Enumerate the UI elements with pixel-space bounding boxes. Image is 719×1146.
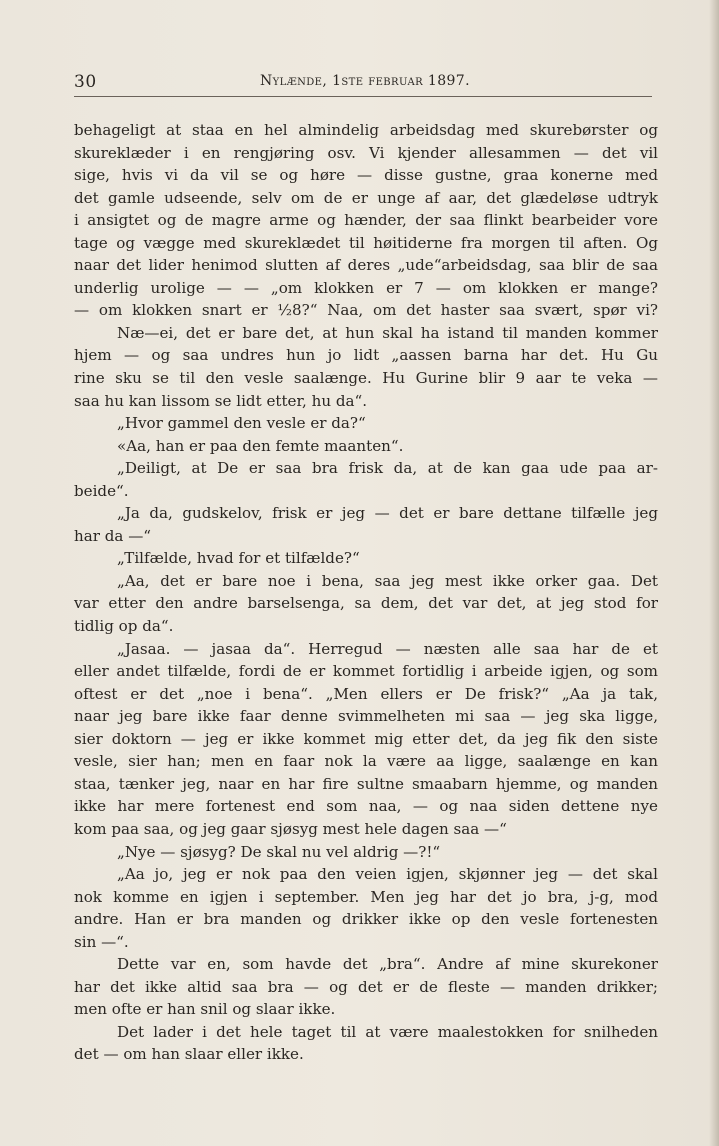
text-line: „Jasaa. — jasaa da“. Herregud — næsten alle saa har de et (117, 639, 658, 658)
text-line: Det lader i det hele taget til at være maalestokken for snilheden (117, 1022, 658, 1041)
text-line: naar jeg bare ikke faar denne svimmelheten mi saa — jeg ska ligge, (74, 707, 658, 726)
text-line: sier doktorn — jeg er ikke kommet mig etter det, da jeg fik den siste (74, 729, 658, 748)
text-line: oftest er det „noe i bena“. „Men ellers er De frisk?“ „Aa ja tak, (74, 684, 658, 703)
body-text (74, 119, 658, 1066)
text-line: „Aa, det er bare noe i bena, saa jeg mest ikke orker gaa. Det (117, 571, 658, 590)
text-line: har da —“ (74, 526, 152, 545)
text-line: skureklæder i en rengjøring osv. Vi kjender allesammen — det vil (74, 143, 658, 162)
text-line: behageligt at staa en hel almindelig arbeidsdag med skurebørster og (74, 121, 658, 139)
text-line: vesle, sier han; men en faar nok la være aa ligge, saalænge en kan (74, 752, 658, 771)
text-line: andre. Han er bra manden og drikker ikke op den vesle fortenesten (74, 910, 658, 929)
text-line: eller andet tilfælde, fordi de er kommet fortidlig i arbeide igjen, og som (74, 662, 658, 681)
text-line: «Aa, han er paa den femte maanten“. (117, 436, 404, 455)
text-line: „Ja da, gudskelov, frisk er jeg — det er bare dettane tilfælle jeg (117, 504, 658, 523)
text-line: tidlig op da“. (74, 617, 174, 636)
text-line: „Nye — sjøsyg? De skal nu vel aldrig —?!“ (117, 842, 441, 861)
text-line: „Hvor gammel den vesle er da?“ (117, 414, 366, 433)
text-line: ikke har mere fortenest end som naa, — og naa siden dettene nye (74, 797, 658, 816)
text-line: beide“. (74, 481, 129, 500)
text-line: kom paa saa, og jeg gaar sjøsyg mest hele dagen saa —“ (74, 819, 507, 838)
text-line: var etter den andre barselsenga, sa dem, det var det, at jeg stod for (74, 594, 658, 613)
text-line: rine sku se til den vesle saalænge. Hu Gurine blir 9 aar te veka — (74, 369, 658, 388)
text-line: naar det lider henimod slutten af deres „ude“arbeidsdag, saa blir de saa (74, 256, 658, 275)
text-line: det — om han slaar eller ikke. (74, 1045, 304, 1064)
text-line: underlig urolige — — „om klokken er 7 — om klokken er mange? (74, 278, 658, 297)
text-line: sige, hvis vi da vil se og høre — disse gustne, graa konerne med (74, 166, 658, 185)
text-line: „Aa jo, jeg er nok paa den veien igjen, skjønner jeg — det skal (117, 865, 658, 884)
text-line: i ansigtet og de magre arme og hænder, der saa flinkt bearbeider vore (74, 211, 658, 230)
text-line: nok komme en igjen i september. Men jeg har det jo bra, j-g, mod (74, 887, 658, 906)
text-line: Næ—ei, det er bare det, at hun skal ha istand til manden kommer (117, 323, 658, 342)
page-number: 30 (74, 72, 97, 92)
text-line: har det ikke altid saa bra — og det er de fleste — manden drikker; (74, 977, 658, 996)
running-title: Nylænde, 1ste februar 1897. (260, 73, 470, 89)
text-line: „Deiligt, at De er saa bra frisk da, at de kan gaa ude paa ar- (117, 459, 658, 478)
text-line: staa, tænker jeg, naar en har fire sultne smaabarn hjemme, og manden (74, 774, 658, 793)
text-line: sin —“. (74, 932, 129, 951)
text-line: det gamle udseende, selv om de er unge af aar, det glædeløse udtryk (74, 188, 658, 207)
header-rule (74, 96, 652, 97)
text-line: men ofte er han snil og slaar ikke. (74, 1000, 336, 1019)
text-line: — om klokken snart er ½8?“ Naa, om det haster saa svært, spør vi? (74, 301, 658, 320)
text-line: Dette var en, som havde det „bra“. Andre af mine skurekoner (117, 955, 658, 974)
page-header (74, 72, 654, 96)
text-line: tage og vægge med skureklædet til høitiderne fra morgen til aften. Og (74, 233, 658, 252)
text-line: saa hu kan lissom se lidt etter, hu da“. (74, 391, 368, 410)
text-line: „Tilfælde, hvad for et tilfælde?“ (117, 549, 360, 568)
text-line: hjem — og saa undres hun jo lidt „aassen barna har det. Hu Gu (74, 346, 658, 365)
page-edge-shadow (709, 0, 719, 1146)
